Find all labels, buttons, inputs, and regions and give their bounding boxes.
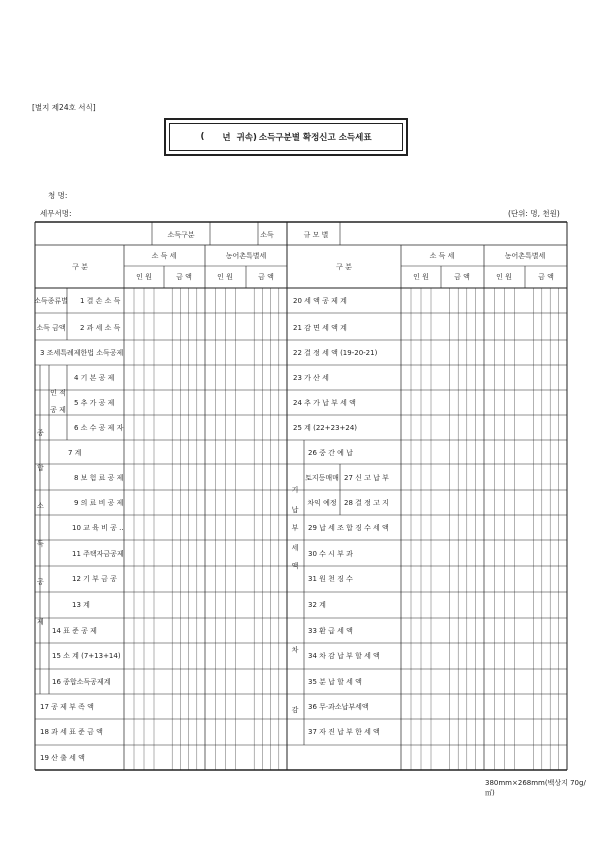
income-label: 소득 [260, 231, 274, 239]
vertical-comprehensive-char: 소 [37, 502, 44, 510]
persons-header: 인 원 [413, 273, 429, 281]
row-33-label: 33 환 급 세 액 [308, 627, 353, 635]
title-name: 소득구분별 확정신고 소득세표 [258, 133, 372, 143]
row-19-label: 19 산 출 세 액 [40, 754, 85, 762]
row-30-label: 30 수 시 부 과 [308, 550, 353, 558]
row-23-label: 23 가 산 세 [293, 374, 329, 382]
row-36-label: 36 무·과소납부세액 [308, 703, 369, 711]
row-6-label: 6 소 수 공 제 자 [74, 424, 124, 432]
row-3-label: 3 조세특례제한법 소득공제 [40, 349, 124, 357]
row-35-label: 35 분 납 할 세 액 [308, 678, 362, 686]
vertical-comprehensive-char: 제 [37, 618, 44, 626]
vertical-prepaid-char: 액 [291, 562, 299, 570]
group-deduction: 공 제 [50, 406, 66, 414]
row-8-label: 8 보 험 료 공 제 [74, 474, 124, 482]
title-prefix: ( [200, 132, 205, 142]
amount-header: 금 액 [258, 273, 274, 281]
section-label-right: 구 분 [336, 263, 352, 271]
taxpayer-label: 세무서명: [40, 209, 72, 218]
persons-header: 인 원 [136, 273, 152, 281]
group-land-1: 토지등매매 [305, 474, 339, 482]
persons-header: 인 원 [496, 273, 512, 281]
row-26-label: 26 중 간 예 납 [308, 449, 353, 457]
row-27-label: 27 신 고 납 부 [344, 474, 389, 482]
row-13-label: 13 계 [72, 601, 90, 609]
amount-header: 금 액 [538, 273, 554, 281]
footer-note: 380mm×268mm(백상지 70g/㎡) [485, 779, 586, 797]
vertical-prepaid-char: 세 [291, 544, 299, 552]
form-number: [별지 제24호 서식] [32, 103, 96, 112]
row-2-label: 2 과 세 소 득 [80, 324, 121, 332]
row-21-label: 21 감 면 세 액 계 [293, 324, 347, 332]
row-29-label: 29 납 세 조 합 징 수 세 액 [308, 524, 389, 532]
row-9-label: 9 의 료 비 공 제 [74, 499, 124, 507]
income-tax-header-right: 소 득 세 [429, 252, 455, 260]
row-28-label: 28 결 정 고 지 [344, 499, 389, 507]
group-land-2: 차익 예정 [307, 499, 337, 507]
persons-header: 인 원 [217, 273, 233, 281]
rural-tax-header-right: 농어촌특별세 [504, 252, 546, 260]
group-personal: 인 적 [50, 389, 66, 397]
row-24-label: 24 추 가 납 부 세 액 [293, 399, 356, 407]
row-5-label: 5 추 가 공 제 [74, 399, 115, 407]
row-25-label: 25 계 (22+23+24) [293, 424, 358, 432]
vertical-prepaid-char: 기 [291, 486, 299, 494]
row-31-label: 31 원 천 징 수 [308, 575, 353, 583]
row-18-label: 18 과 세 표 준 금 액 [40, 728, 103, 736]
table-labels [34, 230, 554, 762]
title-year-unit: 년 [222, 133, 231, 143]
row-12-label: 12 기 부 금 공 [72, 575, 117, 583]
vertical-deduct-char: 감 [291, 706, 299, 714]
vertical-comprehensive-char: 종 [37, 429, 44, 437]
amount-header: 금 액 [454, 273, 470, 281]
row-34-label: 34 차 감 납 부 할 세 액 [308, 652, 380, 660]
vertical-comprehensive-char: 득 [37, 540, 44, 548]
section-label-left: 구 분 [72, 263, 88, 271]
row-10-label: 10 교 육 비 공 .. [72, 524, 124, 532]
income-class-label: 소득구분 [167, 231, 195, 239]
unit-label: (단위: 명, 천원) [508, 209, 560, 218]
row-15-label: 15 소 계 (7+13+14) [52, 652, 121, 660]
title-attribution: 귀속) [236, 133, 257, 143]
group-income-by-type: 소득종류별 [34, 297, 68, 305]
scale-label: 규 모 별 [303, 231, 329, 239]
row-16-label: 16 종합소득공제계 [52, 678, 111, 686]
row-32-label: 32 계 [308, 601, 326, 609]
row-11-label: 11 주택자금공제 [72, 550, 124, 558]
row-14-label: 14 표 준 공 제 [52, 627, 97, 635]
group-income-amount: 소득 금액 [36, 324, 66, 332]
vertical-comprehensive-char: 합 [37, 464, 44, 472]
row-1-label: 1 결 손 소 득 [80, 297, 121, 305]
row-37-label: 37 자 진 납 부 한 세 액 [308, 728, 380, 736]
vertical-deduct-char: 차 [291, 646, 299, 654]
income-tax-header-left: 소 득 세 [151, 252, 177, 260]
rural-tax-header-left: 농어촌특별세 [225, 252, 267, 260]
row-7-label: 7 계 [68, 449, 82, 457]
row-4-label: 4 기 본 공 제 [74, 374, 115, 382]
row-17-label: 17 공 제 부 족 액 [40, 703, 94, 711]
amount-header: 금 액 [176, 273, 192, 281]
office-label: 청 명: [48, 191, 68, 200]
vertical-comprehensive-char: 공 [37, 578, 44, 586]
row-22-label: 22 결 정 세 액 (19-20-21) [293, 349, 378, 357]
row-20-label: 20 세 액 공 제 계 [293, 297, 347, 305]
vertical-prepaid-char: 부 [291, 524, 299, 532]
vertical-prepaid-char: 납 [291, 506, 299, 514]
